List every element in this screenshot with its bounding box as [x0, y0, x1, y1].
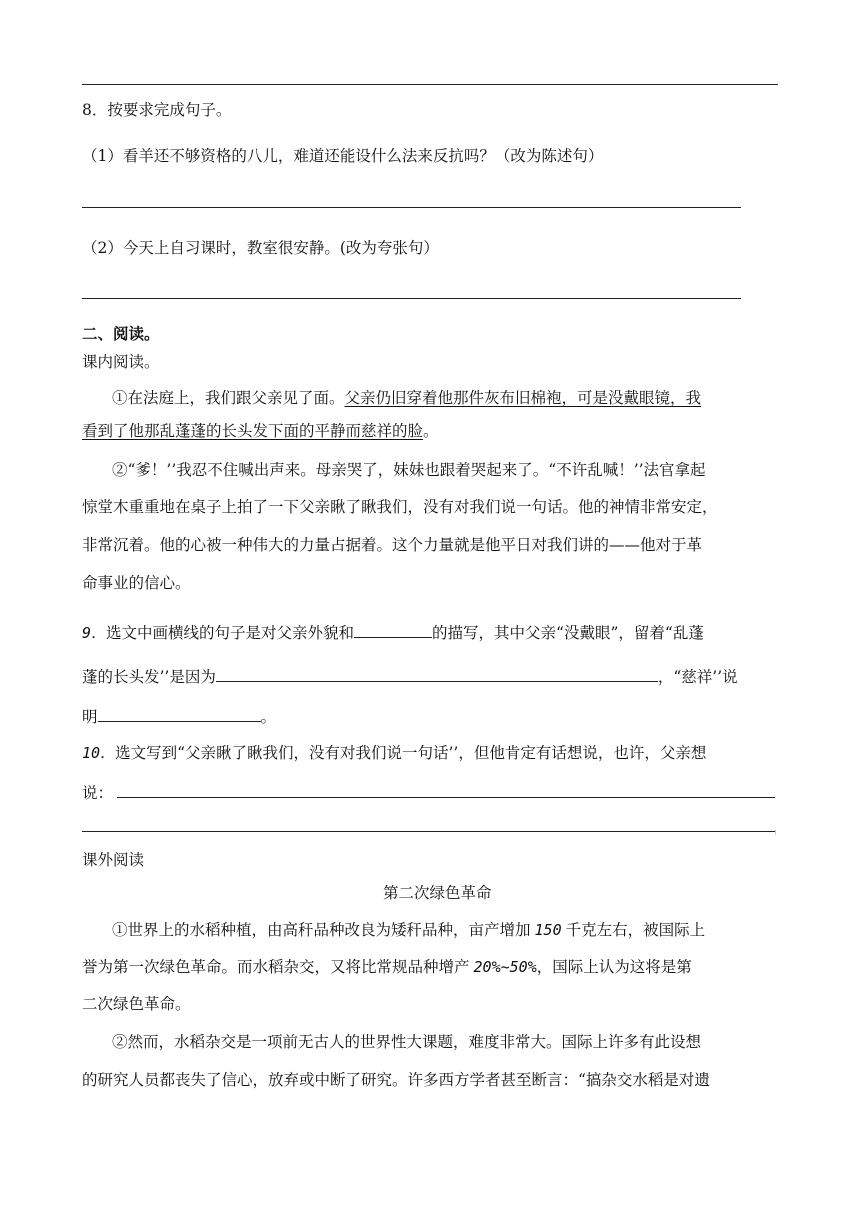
passage2-title: 第二次绿色革命	[383, 884, 492, 902]
q9-blank-3[interactable]	[98, 703, 261, 722]
q8-title: 8．按要求完成句子。	[82, 101, 232, 119]
passage1-underlined-a: 父亲仍旧穿着他那件灰布旧棉袍，可是没戴眼镜，我	[344, 389, 702, 407]
q10-number: 10．	[82, 744, 116, 762]
extracurricular-label: 课外阅读	[82, 851, 145, 869]
q8-sentence-1: （1）看羊还不够资格的八儿，难道还能设什么法来反抗吗？（改为陈述句）	[82, 147, 604, 165]
q9-text-e: 明	[82, 708, 98, 726]
passage1-para1-line2	[82, 420, 439, 442]
section-title: 二、阅读。	[82, 324, 160, 343]
q10-answer-line-1[interactable]	[117, 797, 775, 798]
q9-text-a: 选文中画横线的句子是对父亲外貌和	[106, 624, 355, 642]
passage1-p1-end: 。	[423, 422, 439, 440]
q9-blank-1[interactable]	[354, 619, 432, 638]
passage2-p1-percent: 20%~50%	[473, 958, 537, 976]
passage2-para2-line1: ②然而，水稻杂交是一项前无古人的世界性大课题，难度非常大。国际上许多有此设想	[112, 1033, 702, 1051]
q8-sentence-2: （2）今天上自习课时，教室很安静。(改为夸张句）	[82, 239, 439, 257]
q10-text-a: 选文写到“父亲瞅了瞅我们，没有对我们说一句话’’，但他肯定有话想说，也许，父亲想	[115, 744, 707, 762]
q10-line2-label: 说：	[82, 784, 114, 802]
passage1-para2-line4: 命事业的信心。	[82, 574, 191, 592]
q9-line1	[82, 619, 704, 644]
passage2-para2-line2: 的研究人员都丧失了信心，放弃或中断了研究。许多西方学者甚至断言：“搞杂交水稻是对遗	[82, 1071, 710, 1089]
passage2-p1-b: 千克左右，被国际上	[565, 921, 706, 939]
passage2-para1-line2	[82, 956, 692, 978]
q10-end-mark: 。	[775, 819, 778, 837]
passage2-para1-line3: 二次绿色革命。	[82, 995, 191, 1013]
passage1-underlined-b: 看到了他那乱蓬蓬的长头发下面的平静而慈祥的脸	[82, 422, 424, 440]
q9-text-c: 蓬的长头发’’是因为	[82, 668, 216, 686]
q9-text-f: 。	[260, 708, 277, 726]
passage2-para1-line1	[112, 919, 705, 941]
q9-text-d: ，“慈祥’’说	[657, 668, 738, 686]
q9-line2	[82, 663, 738, 688]
passage2-p1-d: ，国际上认为这将是第	[536, 958, 692, 976]
q9-text-b: 的描写，其中父亲“没戴眼”，留着“乱蓬	[432, 624, 704, 642]
passage1-para2-line3: 非常沉着。他的心被一种伟大的力量占据着。这个力量就是他平日对我们讲的——他对于革	[82, 536, 703, 554]
passage1-para1-line1	[112, 387, 701, 409]
q9-line3	[82, 703, 276, 728]
q8-answer-line-1[interactable]	[82, 207, 741, 208]
q9-blank-2[interactable]	[216, 663, 658, 682]
top-rule	[82, 84, 778, 85]
passage1-p1-pre: ①在法庭上，我们跟父亲见了面。	[112, 389, 345, 407]
q10-line1	[82, 742, 706, 764]
passage2-p1-c: 誉为第一次绿色革命。而水稻杂交，又将比常规品种增产	[82, 958, 470, 976]
q8-answer-line-2[interactable]	[82, 298, 741, 299]
q10-answer-line-2[interactable]	[82, 831, 775, 832]
q9-number: 9．	[82, 624, 107, 642]
passage1-para2-line1: ②“爹！’’我忍不住喊出声来。母亲哭了，妹妹也跟着哭起来了。“不许乱喊！’’法官拿起	[112, 461, 706, 479]
inclass-reading-label: 课内阅读。	[82, 353, 160, 371]
passage2-p1-number: 150	[534, 921, 562, 939]
passage1-para2-line2: 惊堂木重重地在桌子上拍了一下父亲瞅了瞅我们，没有对我们说一句话。他的神情非常安定，	[82, 498, 718, 516]
passage2-p1-a: ①世界上的水稻种植，由高秆品种改良为矮秆品种，亩产增加	[112, 921, 531, 939]
